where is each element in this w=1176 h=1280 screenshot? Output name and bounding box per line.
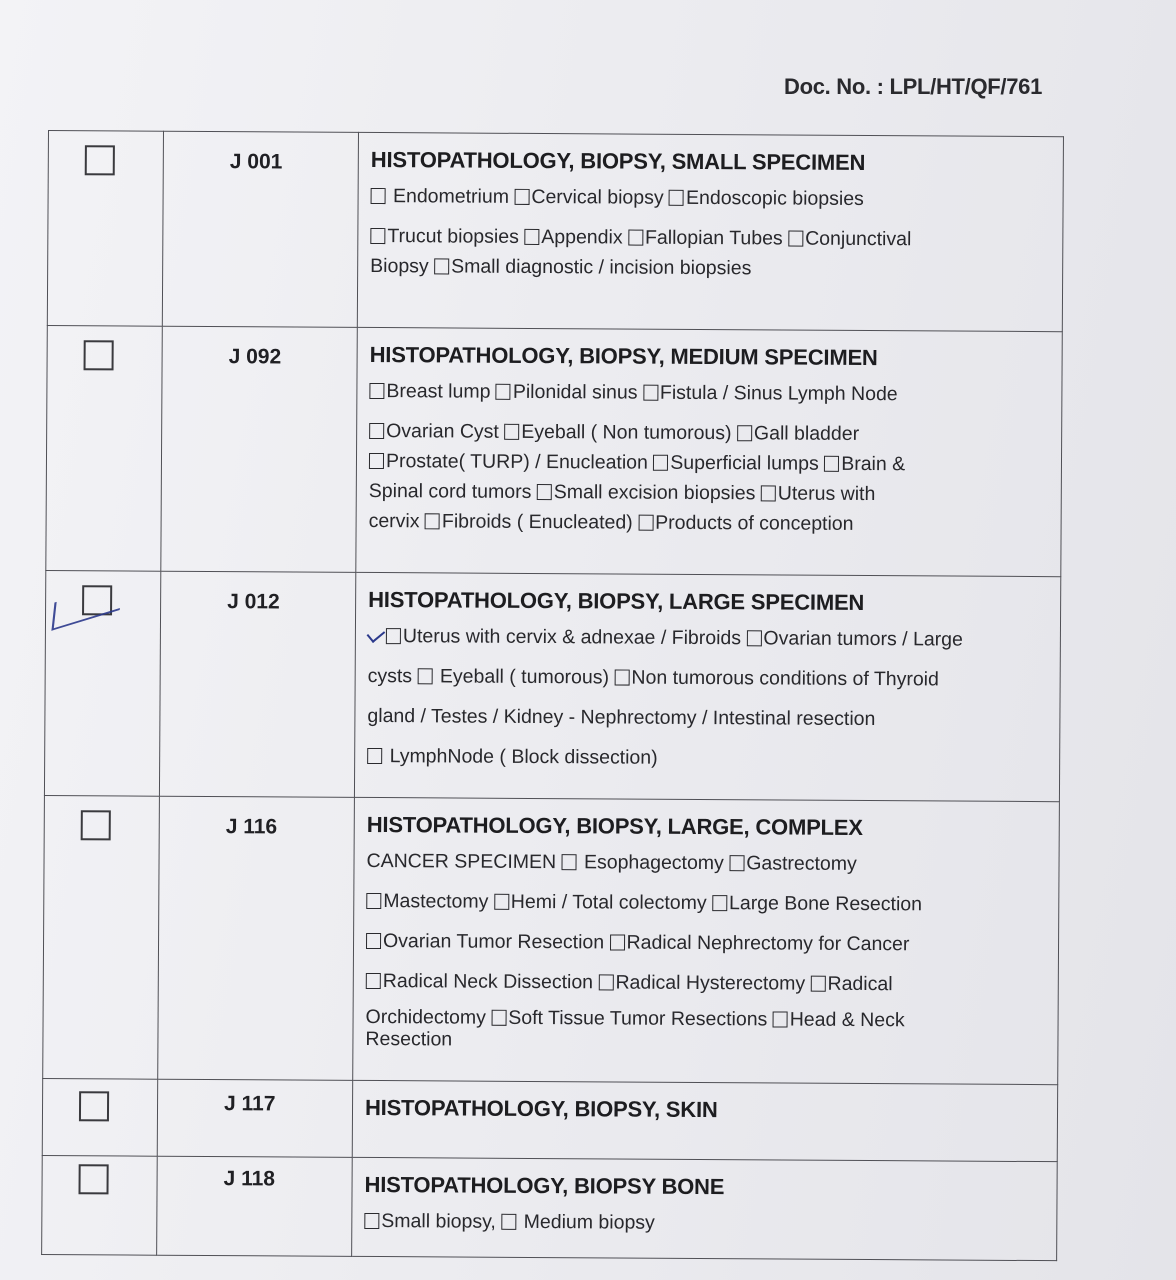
option-label: Endoscopic biopsies [685,186,864,210]
test-title: HISTOPATHOLOGY, BIOPSY, SKIN [364,1094,718,1123]
option-label: Radical Nephrectomy for Cancer [626,931,910,956]
option-label: Radical Hysterectomy [615,971,806,995]
test-title: HISTOPATHOLOGY, BIOPSY BONE [364,1171,725,1200]
option-checkbox[interactable] [417,668,432,684]
option-label: Trucut biopsies [387,225,519,248]
table-row [43,795,1060,1084]
test-code: J 118 [223,1167,276,1191]
option-checkbox[interactable] [643,385,658,401]
option-label: Products of conception [655,511,854,535]
option-label: Breast lump [386,380,491,403]
option-label: Ovarian tumors / Large [763,627,963,651]
option-checkbox[interactable] [628,230,643,246]
test-title: HISTOPATHOLOGY, BIOPSY, MEDIUM SPECIMEN [369,341,878,371]
option-label: Appendix [541,226,623,249]
table-row [42,1078,1057,1161]
option-checkbox[interactable] [537,484,552,500]
document-number: Doc. No. : LPL/HT/QF/761 [784,74,1043,99]
option-label: Fibroids ( Enucleated) [441,510,633,534]
table-row [44,570,1060,801]
option-label: gland / Testes / Kidney - Nephrectomy / Intestinal resection [367,704,876,731]
option-label: Small biopsy, [381,1210,496,1233]
option-label: Small diagnostic / incision biopsies [451,255,752,280]
option-label: Radical [827,972,893,996]
option-checkbox[interactable] [598,974,613,990]
option-checkbox[interactable] [367,748,382,764]
option-label: Resection [365,1027,453,1051]
option-label: Radical Neck Dissection [382,970,594,994]
option-label: Cervical biopsy [531,185,664,209]
option-label: Orchidectomy [365,1005,486,1029]
option-checkbox[interactable] [386,628,401,644]
option-checkbox[interactable] [746,630,761,646]
option-checkbox[interactable] [638,515,653,531]
option-label: Spinal cord tumors [368,479,532,503]
option-label: Small excision biopsies [553,481,756,505]
option-label: Head & Neck [789,1008,905,1032]
option-label: Eyeball ( tumorous) [439,665,610,689]
option-label: Soft Tissue Tumor Resections [508,1006,768,1031]
test-code: J 001 [229,150,283,174]
option-checkbox[interactable] [669,190,684,206]
option-checkbox[interactable] [369,383,384,399]
table-row [42,1155,1058,1260]
option-checkbox[interactable] [434,258,449,274]
option-checkbox[interactable] [614,669,629,685]
test-code: J 092 [228,345,282,369]
option-label: Biopsy [370,254,429,278]
table-row [47,131,1063,332]
option-label: Ovarian Tumor Resection [382,930,605,954]
option-checkbox[interactable] [366,933,381,949]
test-code: J 117 [223,1092,276,1116]
option-label: Fistula / Sinus Lymph Node [659,381,898,406]
option-label: cysts [367,664,413,688]
row-checkbox[interactable] [78,1164,108,1194]
row-checkbox-checked[interactable] [82,585,112,615]
option-label: Conjunctival [805,227,912,251]
test-code: J 012 [227,590,280,614]
option-label: Hemi / Total colectomy [510,890,707,915]
option-checkbox[interactable] [514,189,529,205]
option-label: Eyeball ( Non tumorous) [521,420,732,445]
option-checkbox[interactable] [364,1213,379,1229]
specimen-form [41,130,1064,1261]
option-label: Large Bone Resection [728,892,923,916]
option-checkbox[interactable] [773,1011,788,1027]
test-title: HISTOPATHOLOGY, BIOPSY, LARGE SPECIMEN [368,586,865,615]
option-label: Superficial lumps [670,451,819,475]
option-label: Ovarian Cyst [386,420,499,443]
option-label: Fallopian Tubes [644,226,783,250]
option-label: Uterus with [777,482,876,506]
option-label: CANCER SPECIMEN [366,849,557,874]
table-row [46,325,1062,576]
option-checkbox[interactable] [491,1010,506,1026]
option-checkbox[interactable] [369,423,384,439]
option-checkbox[interactable] [761,485,776,501]
option-checkbox[interactable] [562,854,577,870]
option-checkbox[interactable] [524,229,539,245]
option-label: Prostate( TURP) / Enucleation [385,450,648,474]
option-checkbox[interactable] [425,513,440,529]
row-checkbox[interactable] [84,340,114,370]
option-checkbox[interactable] [501,1214,516,1230]
option-checkbox[interactable] [494,894,509,910]
option-checkbox[interactable] [712,895,727,911]
option-label: Uterus with cervix & adnexae / Fibroids [402,625,742,650]
option-checkbox[interactable] [788,231,803,247]
option-checkbox[interactable] [504,424,519,440]
option-label: Endometrium [392,185,510,208]
option-checkbox[interactable] [824,456,839,472]
option-label: Pilonidal sinus [512,380,638,404]
option-label: Non tumorous conditions of Thyroid [631,666,939,691]
option-checkbox[interactable] [366,893,381,909]
option-label: Gastrectomy [746,852,857,875]
option-label: LymphNode ( Block dissection) [389,745,658,769]
option-checkbox[interactable] [366,973,381,989]
option-label: Brain & [841,452,906,476]
option-checkbox[interactable] [369,453,384,469]
test-code: J 116 [225,815,278,839]
option-checkbox[interactable] [496,384,511,400]
option-checkbox[interactable] [737,425,752,441]
checkmark-icon [367,625,386,643]
option-checkbox[interactable] [653,455,668,471]
test-title: HISTOPATHOLOGY, BIOPSY, LARGE, COMPLEX [366,811,863,840]
option-label: Esophagectomy [583,851,724,875]
row-checkbox[interactable] [85,145,115,175]
row-checkbox[interactable] [81,810,111,840]
option-checkbox[interactable] [371,188,386,204]
row-checkbox[interactable] [79,1091,109,1121]
option-label: cervix [368,509,420,533]
option-checkbox[interactable] [370,228,385,244]
option-label: Medium biopsy [523,1210,655,1234]
option-checkbox[interactable] [610,934,625,950]
option-label: Mastectomy [383,890,489,913]
option-checkbox[interactable] [729,855,744,871]
option-checkbox[interactable] [810,976,825,992]
option-label: Gall bladder [753,422,860,445]
test-title: HISTOPATHOLOGY, BIOPSY, SMALL SPECIMEN [370,146,866,175]
specimen-table [41,130,1064,1261]
